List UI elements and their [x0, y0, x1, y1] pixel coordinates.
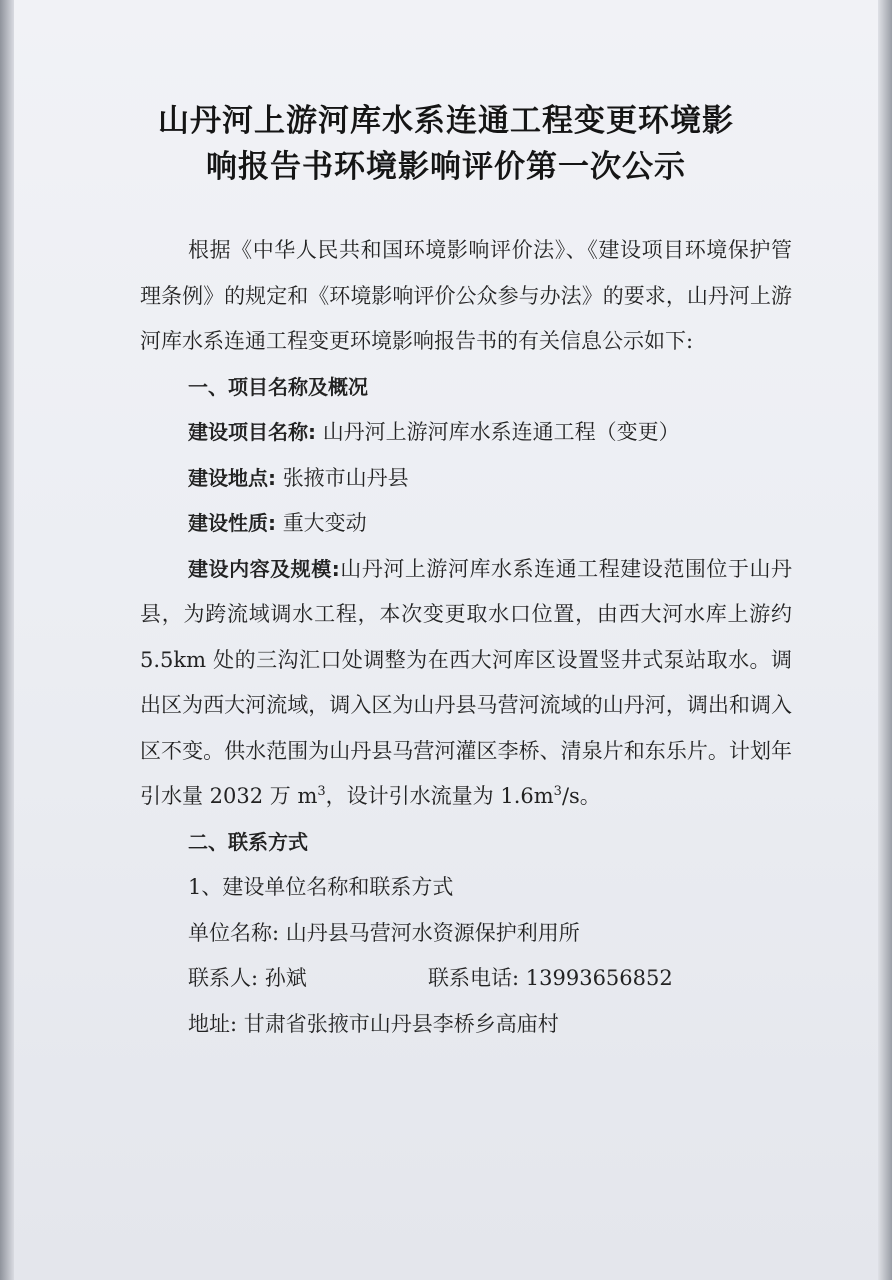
content-paragraph: [140, 547, 792, 820]
location-label: 建设地点:: [188, 465, 276, 490]
content-sup-2: 3: [553, 784, 562, 799]
project-name-value: 山丹河上游河库水系连通工程（变更）: [322, 420, 680, 444]
contact-phone: [428, 956, 673, 1002]
address-row: [188, 1002, 792, 1048]
project-name-row: [188, 410, 792, 456]
page-edge-shadow-right: [878, 0, 892, 1280]
contact-person: [188, 956, 428, 1002]
content-value-1: 山丹河上游河库水系连通工程建设范围位于山丹县，为跨流域调水工程，本次变更取水口位置，由西大河水库上游约 5.5km 处的三沟汇口处调整为在西大河库区设置竖井式泵站取水。调出区为西大河流域，调入区为山丹县马营河流域的山丹河，调出和调入区不变。供水范围为山丹县马营河灌区李桥、清泉片和东乐片。计划年引水量 2032 万 m: [140, 556, 792, 808]
location-value: 张掖市山丹县: [282, 465, 409, 490]
unit-row: [188, 911, 792, 957]
intro-paragraph: 根据《中华人民共和国环境影响评价法》、《建设项目环境保护管理条例》的规定和《环境影响评价公众参与办法》的要求，山丹河上游河库水系连通工程变更环境影响报告书的有关信息公示如下:: [140, 238, 792, 353]
page-edge-shadow-left: [0, 0, 14, 1280]
document-title: [60, 98, 832, 190]
project-name-label: 建设项目名称:: [188, 420, 316, 444]
contact-row: [188, 956, 792, 1002]
address-label: 地址:: [188, 1011, 238, 1036]
content-sup-1: 3: [317, 784, 326, 799]
section-heading-contact: 二、联系方式: [188, 829, 308, 854]
nature-row: [188, 501, 792, 547]
unit-label: 单位名称:: [188, 920, 280, 945]
content-label: 建设内容及规模:: [188, 556, 340, 581]
nature-value: 重大变动: [282, 511, 367, 535]
content-value-3: /s。: [561, 784, 601, 808]
unit-value: 山丹县马营河水资源保护利用所: [285, 920, 580, 945]
phone-value: 13993656852: [525, 966, 673, 990]
location-row: [188, 456, 792, 502]
phone-label: 联系电话:: [428, 966, 520, 990]
address-value: 甘肃省张掖市山丹县李桥乡高庙村: [243, 1011, 559, 1036]
subheading-unit-contact: 1、建设单位名称和联系方式: [188, 875, 454, 899]
content-value-2: ，设计引水流量为 1.6m: [325, 784, 554, 808]
nature-label: 建设性质:: [188, 511, 276, 535]
contact-value: 孙斌: [264, 966, 307, 990]
document-body: [140, 228, 792, 1047]
contact-label: 联系人:: [188, 966, 259, 990]
title-line-2: 响报告书环境影响评价第一次公示: [206, 149, 686, 185]
title-line-1: 山丹河上游河库水系连通工程变更环境影: [158, 103, 734, 139]
section-heading-overview: 一、项目名称及概况: [188, 374, 368, 399]
